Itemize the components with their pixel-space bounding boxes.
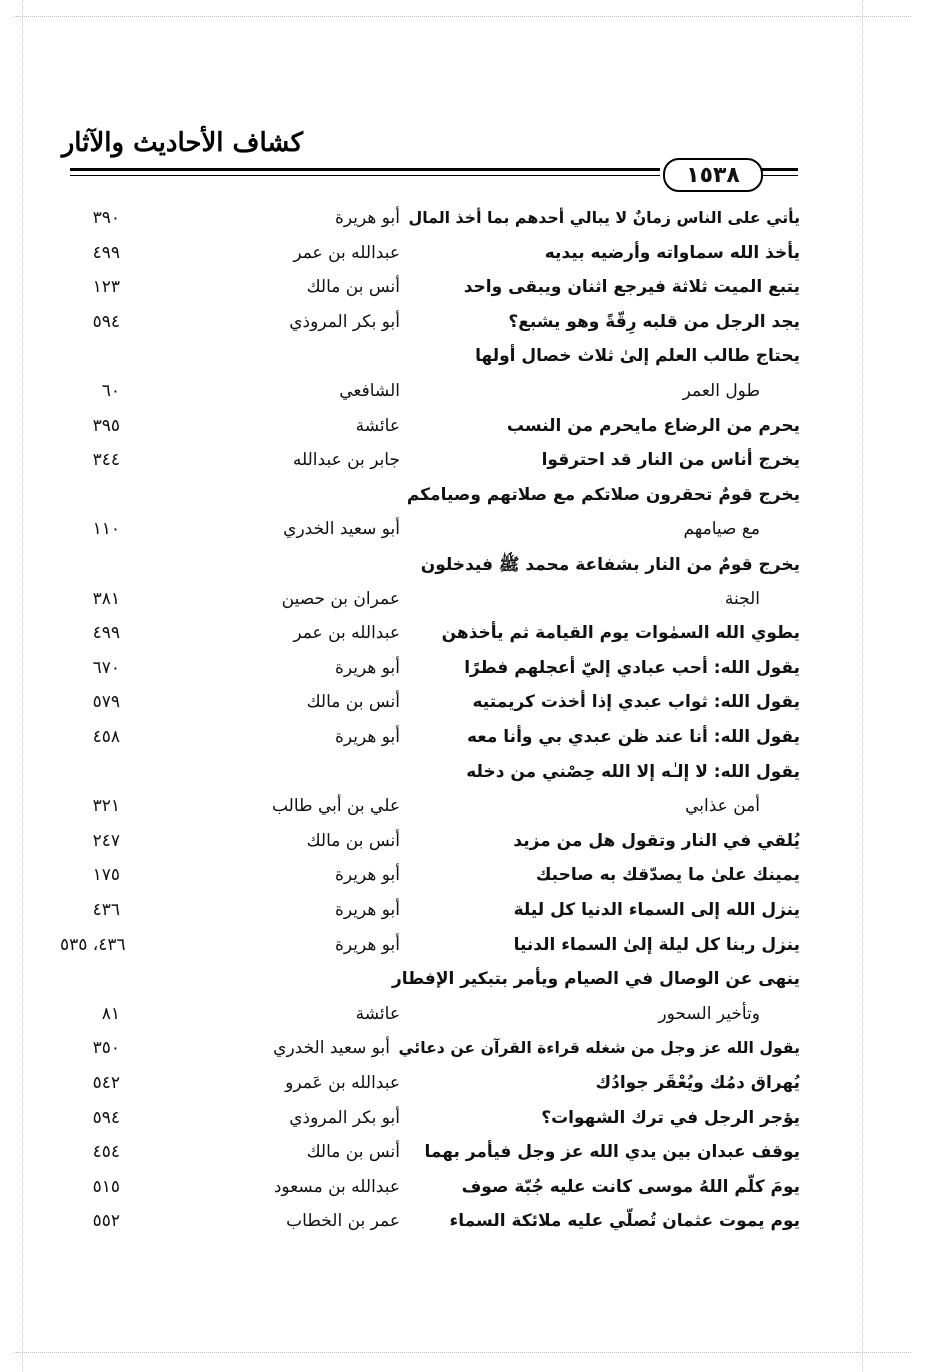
hadith-text-continuation: الجنة [724,588,760,609]
index-entry [60,204,800,238]
page-reference-value: ٣٩٠ [92,208,120,228]
index-entry [60,1207,800,1241]
page-reference [60,485,178,505]
page-reference-value: ٤٥٨ [92,727,120,747]
hadith-text: يخرج قومٌ تحقرون صلاتكم مع صلاتهم وصيامكم [406,484,800,505]
hadith-text: يخرج أناس من النار قد احترقوا [541,450,800,471]
page-reference-value: ٥٩٤ [92,311,120,332]
page-reference [60,1211,178,1231]
index-entry [60,1034,800,1068]
hadith-text: يتبع الميت ثلاثة فيرجع اثنان ويبقى واحد [463,277,800,298]
narrator-name: أبو سعيد الخدري [273,1038,390,1059]
hadith-text: ينزل ربنا كل ليلة إلىٰ السماء الدنيا [513,934,800,955]
hadith-text: يؤجر الرجل في ترك الشهوات؟ [541,1107,800,1128]
page-reference-value: ٣٨١ [92,588,120,609]
index-entry [60,827,800,861]
index-entry [60,377,800,411]
page-reference [60,900,178,920]
narrator-name: علي بن أبي طالب [271,796,400,817]
page-reference [60,1108,178,1128]
narrator-name: أبو هريرة [334,934,400,955]
hadith-text: يوقف عبدان بين يدي الله عز وجل فيأمر بهما [424,1142,800,1163]
header-rule-thick [70,168,660,171]
index-entry [60,273,800,307]
page-reference-value: ٤٣٦ [92,900,120,920]
narrator-name: عائشة [355,415,400,436]
index-entry [60,758,800,792]
index-entry [60,688,800,722]
page-reference-value: ٤٩٩ [92,623,120,644]
index-entry [60,619,800,653]
index-entry [60,931,800,965]
index-entry [60,654,800,688]
running-header-title: كشاف الأحاديث والآثار [61,128,303,158]
narrator-name: عمران بن حصين [281,588,400,609]
page-reference [60,312,178,332]
hadith-text: يحرم من الرضاع مايحرم من النسب [506,415,800,436]
page-reference [60,865,178,885]
narrator-name: أبو بكر المروذي [289,1107,400,1128]
page-reference-value: ٥٥٢ [92,1211,120,1232]
index-entry [60,1000,800,1034]
index-entry [60,550,800,584]
narrator-name: أبو هريرة [334,657,400,678]
header-rule-right [762,168,798,171]
index-entry [60,515,800,549]
index-entry [60,1173,800,1207]
page-reference [60,1142,178,1162]
hadith-text: يحتاج طالب العلم إلىٰ ثلاث خصال أولها [475,346,800,367]
narrator-name: أبو هريرة [334,865,400,886]
narrator-name: عائشة [355,1003,400,1024]
page-reference-value: ٣٢١ [92,796,120,817]
hadith-text: يقول الله عز وجل من شغله قراءة القرآن عن دعائي [398,1038,800,1058]
page-reference [60,243,178,263]
page-reference-value: ٦٧٠ [92,657,120,678]
scan-dotted-edge [862,0,863,1372]
page-reference [60,554,178,574]
hadith-text: يطوي الله السمٰوات يوم القيامة ثم يأخذهن [441,623,800,644]
page-reference [60,450,178,470]
page-reference [60,519,178,539]
page-reference [60,1177,178,1197]
page-reference [60,796,178,816]
hadith-text-continuation: طول العمر [682,381,760,401]
page-reference [60,208,178,228]
page-reference [60,346,178,366]
narrator-name: أنس بن مالك [306,830,400,851]
hadith-text: يقول الله: لا إلـٰه إلا الله حِصْني من دخله [466,761,800,782]
index-entry [60,308,800,342]
narrator-name: أبو بكر المروذي [289,311,400,332]
narrator-name: عبدالله بن عمر [293,242,400,263]
index-entry [60,896,800,930]
page-reference-value: ٣٤٤ [92,450,120,471]
page-reference-value: ١١٠ [92,519,120,540]
page-reference [60,831,178,851]
page-reference [60,623,178,643]
page-reference-value: ٢٤٧ [92,830,120,851]
hadith-text-continuation: أمن عذابي [685,796,760,817]
page-reference-value: ٥٧٩ [92,692,120,713]
page-reference-value: ٥١٥ [92,1176,120,1197]
hadith-text: يُلقي في النار وتقول هل من مزيد [513,830,800,851]
hadith-text: يُهراق دمُك ويُعْقَر جوادُك [595,1073,800,1093]
page-reference-value: ٤٥٤ [92,1142,120,1163]
page-reference [60,1004,178,1024]
page-number-badge [663,158,763,192]
index-entry [60,342,800,376]
page-reference [60,1073,178,1093]
narrator-name: عبدالله بن مسعود [273,1176,400,1197]
index-entry [60,792,800,826]
page-reference-value: ٤٣٦، ٥٣٥ [60,934,126,955]
page-reference [60,727,178,747]
page-reference-value: ٨١ [101,1003,120,1024]
page-reference [60,692,178,712]
header-rule-thin [70,175,660,176]
page-reference-value: ٥٩٤ [92,1107,120,1128]
index-entry [60,446,800,480]
narrator-name: أنس بن مالك [306,692,400,713]
page-reference [60,1038,178,1058]
page-reference-value: ١٢٣ [92,277,120,298]
narrator-name: عبدالله بن عمر [293,623,400,644]
index-entry [60,965,800,999]
hadith-text: يمينك علىٰ ما يصدّقك به صاحبك [535,865,800,886]
hadith-text: يومَ كلّم اللهُ موسى كانت عليه جُبّة صوف [461,1176,800,1197]
scan-dotted-line [14,16,911,17]
hadith-text: يجد الرجل من قلبه رِقّةً وهو يشبع؟ [508,311,800,332]
page-reference-value: ٥٤٢ [92,1073,120,1093]
hadith-text: يقول الله: أنا عند ظن عبدي بي وأنا معه [466,727,800,747]
page-reference [60,762,178,782]
narrator-name: جابر بن عبدالله [292,450,400,471]
narrator-name: أنس بن مالك [306,1142,400,1163]
index-entry [60,1069,800,1103]
page-reference-value: ٤٩٩ [92,242,120,263]
narrator-name: عمر بن الخطاب [286,1211,400,1232]
index-entry [60,481,800,515]
hadith-text: يوم يموت عثمان تُصلّي عليه ملائكة السماء [449,1211,800,1232]
scan-dotted-edge [22,0,23,1372]
page-reference [60,969,178,989]
page-reference-value: ١٧٥ [92,865,120,886]
page-reference [60,658,178,678]
page-reference [60,935,178,955]
narrator-name: أبو هريرة [334,900,400,920]
index-entry [60,585,800,619]
hadith-text-continuation: مع صيامهم [683,519,760,540]
page-reference [60,416,178,436]
hadith-text: ينزل الله إلى السماء الدنيا كل ليلة [513,900,800,920]
header-rule-right-thin [762,175,798,176]
index-entry [60,723,800,757]
page-reference-value: ٦٠ [101,381,120,401]
page-reference-value: ٣٥٠ [92,1038,120,1059]
hadith-text: يخرج قومٌ من النار بشفاعة محمد ﷺ فيدخلون [420,555,800,575]
scan-dotted-line [14,1352,911,1353]
page-reference [60,589,178,609]
narrator-name: عبدالله بن عَمرو [285,1073,400,1093]
hadith-text: يقول الله: ثواب عبدي إذا أخذت كريمتيه [472,692,800,713]
index-entry [60,412,800,446]
narrator-name: أبو هريرة [334,208,400,228]
page-reference-value: ٣٩٥ [92,415,120,436]
narrator-name: أبو هريرة [334,727,400,747]
hadith-text-continuation: وتأخير السحور [658,1003,760,1024]
hadith-text: يأتي على الناس زمانٌ لا يبالي أحدهم بما أخذ المال [408,208,800,227]
index-entry [60,239,800,273]
page-number: ١٥٣٨ [686,162,740,188]
index-entry [60,861,800,895]
index-entry [60,1138,800,1172]
narrator-name: أبو سعيد الخدري [283,519,400,540]
hadith-text: يأخذ الله سماواته وأرضيه بيديه [544,242,800,263]
narrator-name: الشافعي [339,381,400,401]
narrator-name: أنس بن مالك [306,277,400,298]
index-entry [60,1104,800,1138]
page-reference [60,277,178,297]
hadith-text: يقول الله: أحب عبادي إليّ أعجلهم فطرًا [464,657,800,678]
page-reference [60,381,178,401]
hadith-text: ينهى عن الوصال في الصيام ويأمر بتبكير الإفطار [391,969,800,990]
